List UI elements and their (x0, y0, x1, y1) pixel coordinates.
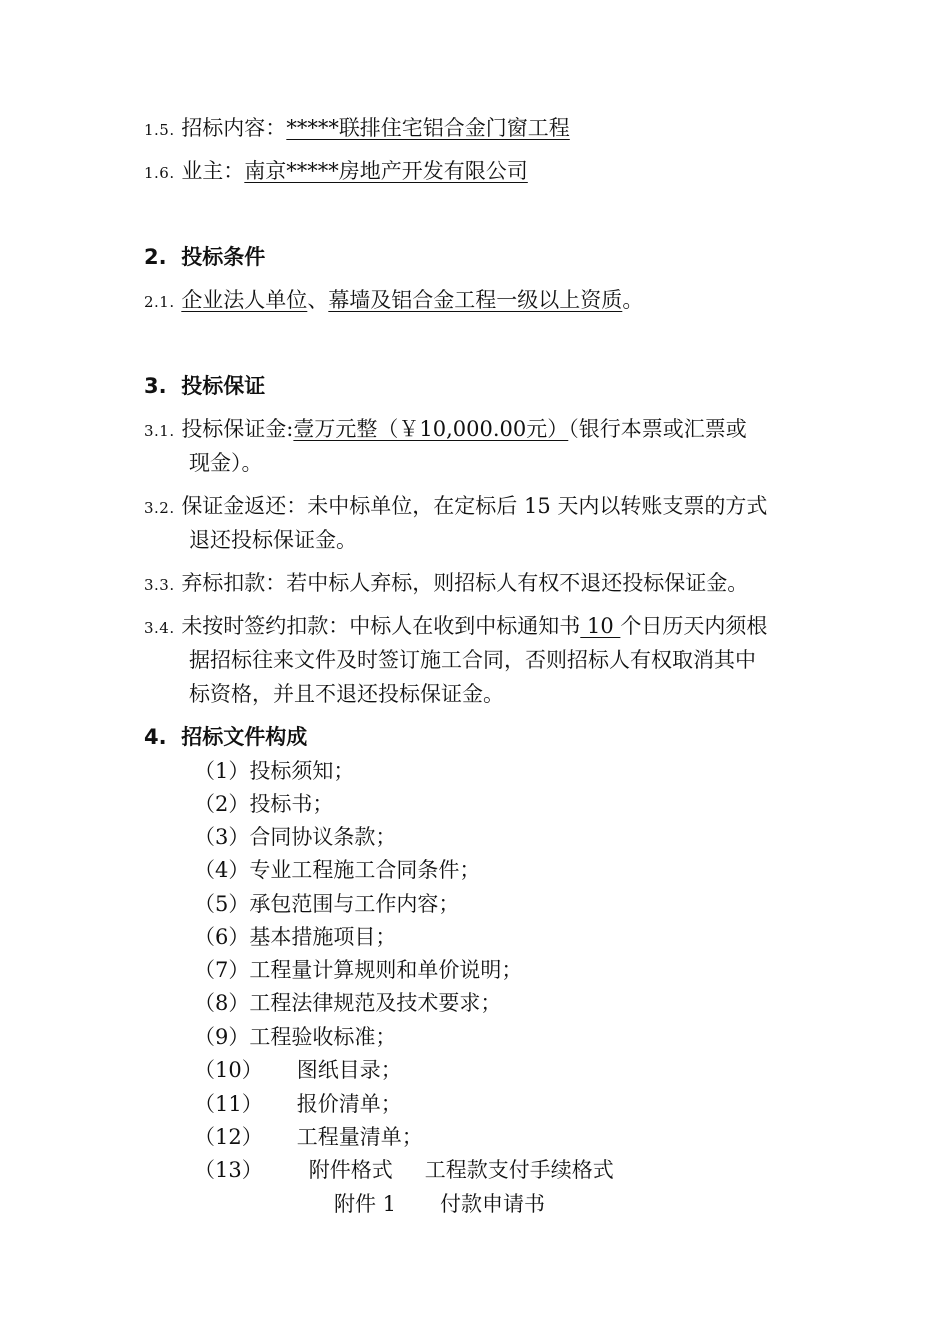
list-item (194, 791, 333, 817)
item-number: （7） (194, 958, 250, 982)
item-text: 图纸目录； (296, 1058, 402, 1082)
section-3-2 (144, 493, 767, 521)
paragraph-line: 弃标扣款：若中标人弃标，则招标人有权不退还投标保证金。 (181, 571, 749, 595)
attachment-title: 付款申请书 (440, 1192, 546, 1216)
item-number: （12） (194, 1125, 263, 1149)
heading-4 (144, 724, 307, 750)
list-item (194, 1091, 402, 1117)
item-text: 工程法律规范及技术要求； (249, 991, 502, 1015)
section-number: 3.4. (144, 619, 175, 637)
field-value: *****联排住宅铝合金门窗工程 (286, 116, 570, 140)
item-number: （5） (194, 892, 250, 916)
field-label: 招标内容： (181, 116, 287, 140)
item-number: （9） (194, 1025, 250, 1049)
heading-number: 4. (144, 725, 167, 749)
list-item (194, 857, 480, 883)
section-3-2-cont (189, 527, 357, 553)
field-note: （银行本票或汇票或 (568, 417, 747, 441)
item-text: 合同协议条款； (249, 825, 397, 849)
days-value: 10 (580, 614, 621, 638)
section-number: 1.5. (144, 121, 175, 139)
field-value: 壹万元整（￥10,000.00元） (293, 417, 569, 441)
list-item (194, 990, 501, 1016)
paragraph-line: 退还投标保证金。 (189, 528, 357, 552)
separator: 、 (307, 288, 329, 312)
section-number: 1.6. (144, 164, 175, 182)
end-punct: 。 (622, 288, 644, 312)
item-text: 基本措施项目； (249, 925, 397, 949)
section-1-5 (144, 115, 570, 143)
item-text: 附件格式 (308, 1158, 393, 1182)
section-2-1 (144, 287, 643, 315)
paragraph-line: 标资格，并且不退还投标保证金。 (189, 682, 504, 706)
list-item (194, 1024, 396, 1050)
list-item (194, 957, 522, 983)
item-number: （1） (194, 759, 250, 783)
section-3-1-cont (189, 450, 263, 476)
field-value: 南京*****房地产开发有限公司 (244, 159, 528, 183)
paragraph-line: 保证金返还：未中标单位，在定标后 15 天内以转账支票的方式 (181, 494, 768, 518)
list-item (194, 891, 459, 917)
paragraph-line-tail: 个日历天内须根 (620, 614, 768, 638)
item-number: （4） (194, 858, 250, 882)
item-text: 工程量清单； (296, 1125, 423, 1149)
field-note-cont: 现金）。 (189, 451, 263, 475)
attachment-1 (334, 1191, 545, 1217)
item-text: 投标须知； (249, 759, 355, 783)
section-number: 3.1. (144, 422, 175, 440)
item-text: 专业工程施工合同条件； (249, 858, 481, 882)
section-3-3 (144, 570, 748, 598)
heading-number: 3. (144, 374, 167, 398)
item-number: （2） (194, 792, 250, 816)
list-item (194, 824, 396, 850)
item-text: 工程验收标准； (249, 1025, 397, 1049)
item-text-2: 工程款支付手续格式 (424, 1158, 614, 1182)
list-item (194, 924, 396, 950)
heading-title: 招标文件构成 (181, 725, 308, 749)
field-value: 企业法人单位 (181, 288, 308, 312)
section-3-4-cont (189, 647, 756, 673)
field-label: 投标保证金: (181, 417, 294, 441)
section-number: 3.2. (144, 499, 175, 517)
field-value-2: 幕墙及铝合金工程一级以上资质 (328, 288, 623, 312)
list-item (194, 758, 354, 784)
heading-number: 2. (144, 245, 167, 269)
item-number: （3） (194, 825, 250, 849)
section-1-6 (144, 158, 528, 186)
item-number: （11） (194, 1092, 263, 1116)
item-text: 工程量计算规则和单价说明； (249, 958, 523, 982)
heading-3 (144, 373, 265, 399)
list-item-13 (194, 1157, 614, 1183)
list-item (194, 1057, 402, 1083)
section-3-4-cont2 (189, 681, 504, 707)
item-text: 承包范围与工作内容； (249, 892, 460, 916)
item-text: 投标书； (249, 792, 334, 816)
item-number: （13） (194, 1158, 263, 1182)
section-3-1 (144, 416, 747, 444)
heading-title: 投标保证 (181, 374, 266, 398)
field-label: 业主： (181, 159, 245, 183)
heading-2 (144, 244, 265, 270)
item-number: （6） (194, 925, 250, 949)
heading-title: 投标条件 (181, 245, 266, 269)
section-number: 2.1. (144, 293, 175, 311)
list-item (194, 1124, 423, 1150)
section-3-4 (144, 613, 767, 641)
section-number: 3.3. (144, 576, 175, 594)
paragraph-line: 未按时签约扣款：中标人在收到中标通知书 (181, 614, 581, 638)
attachment-label: 附件 1 (334, 1192, 397, 1216)
item-number: （8） (194, 991, 250, 1015)
paragraph-line: 据招标往来文件及时签订施工合同，否则招标人有权取消其中 (189, 648, 756, 672)
item-number: （10） (194, 1058, 263, 1082)
item-text: 报价清单； (296, 1092, 402, 1116)
